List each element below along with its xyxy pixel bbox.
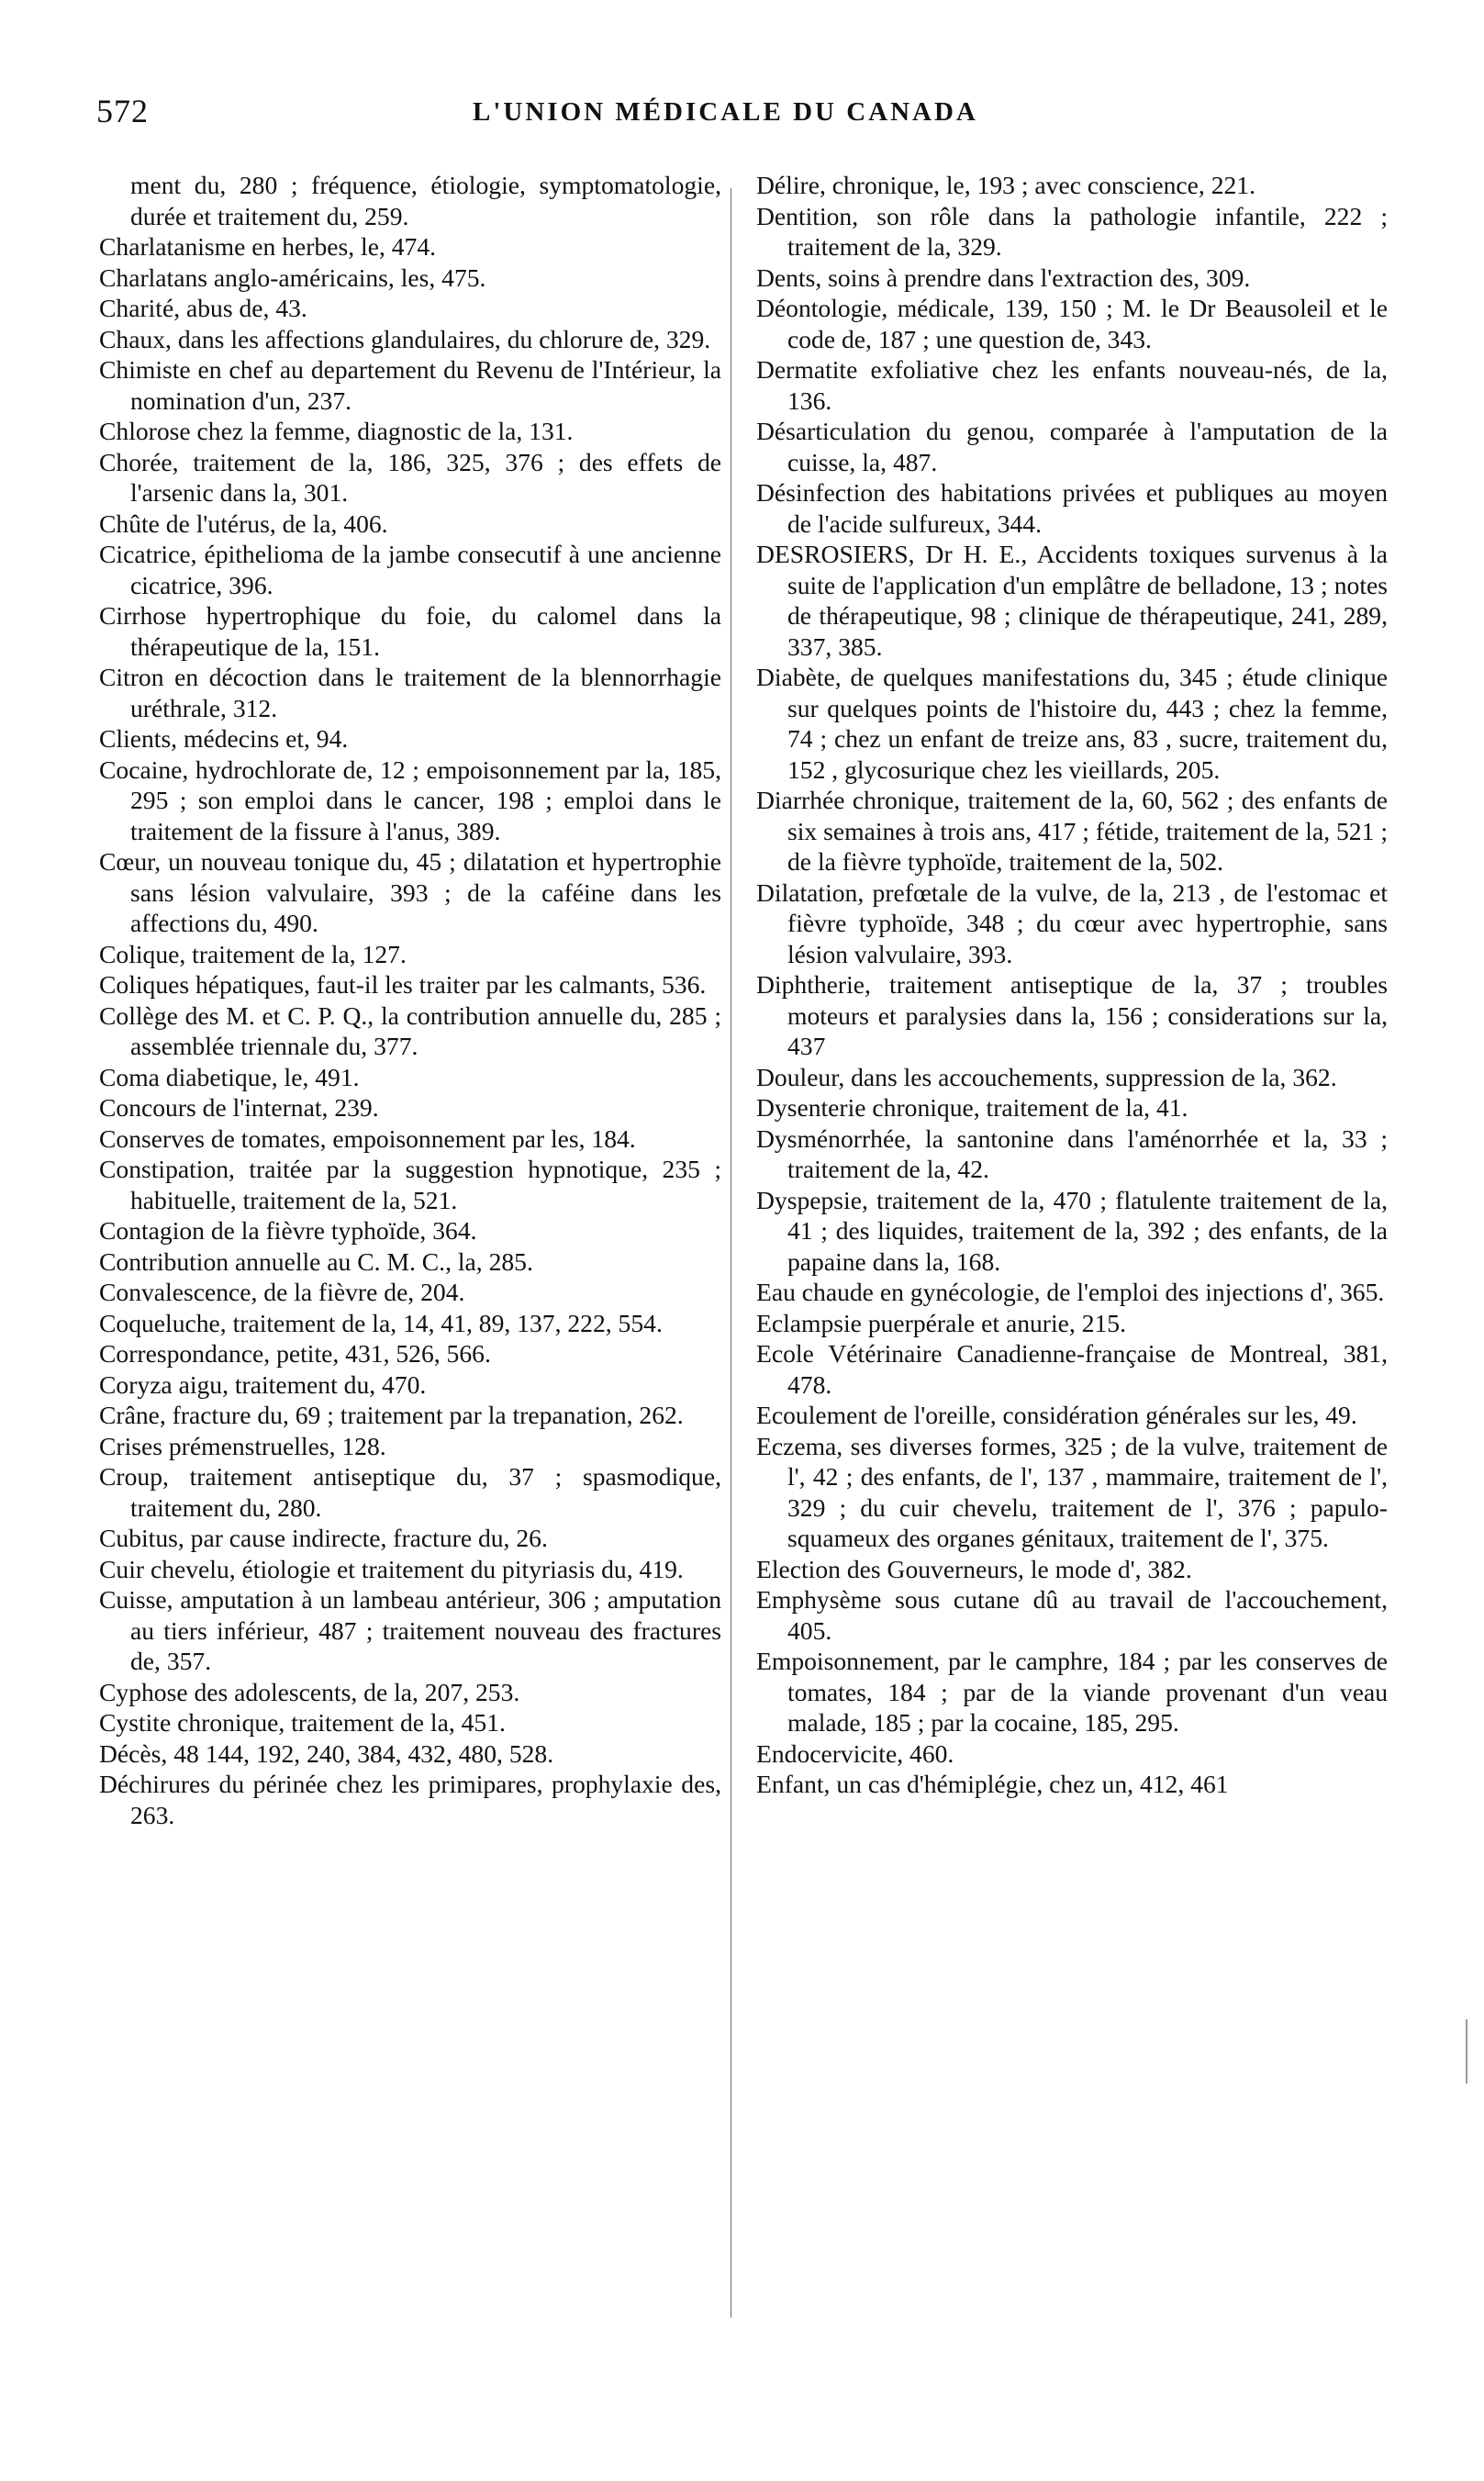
index-entry: Citron en décoction dans le traitement de la blennorrhagie uréthrale, 312. — [99, 663, 721, 722]
index-entry: Contagion de la fièvre typhoïde, 364. — [99, 1216, 477, 1245]
index-entry: Diarrhée chronique, traitement de la, 60, 562 ; des enfants de six semaines à trois ans, 417 ; fétide, traitement de la, 521 ; de la fièvre typhoïde, traitement de la, 502. — [756, 786, 1388, 876]
index-entry: Cuir chevelu, étiologie et traitement du pityriasis du, 419. — [99, 1554, 684, 1583]
index-entry: Cyphose des adolescents, de la, 207, 253. — [99, 1677, 520, 1706]
index-entry: Diphtherie, traitement antiseptique de la, 37 ; troubles moteurs et paralysies dans la, 156 ; considerations sur la, 437 — [756, 970, 1388, 1060]
index-entry: Colique, traitement de la, 127. — [99, 939, 407, 968]
index-column-left — [99, 170, 721, 1830]
page-edge-mark — [1466, 2019, 1467, 2084]
index-entry: Cubitus, par cause indirecte, fracture du, 26. — [99, 1524, 548, 1552]
index-entry: Ecoulement de l'oreille, considération générales sur les, 49. — [756, 1401, 1357, 1429]
index-entry: Enfant, un cas d'hémiplégie, chez un, 412, 461 — [756, 1770, 1229, 1798]
index-entry: Coryza aigu, traitement du, 470. — [99, 1369, 427, 1399]
index-entry: Déchirures du périnée chez les primipares, prophylaxie des, 263. — [99, 1770, 721, 1829]
index-entry: Chaux, dans les affections glandulaires, du chlorure de, 329. — [99, 324, 711, 353]
index-entry: Endocervicite, 460. — [756, 1738, 954, 1768]
index-entry: Désarticulation du genou, comparée à l'amputation de la cuisse, la, 487. — [756, 417, 1388, 476]
index-entry: Convalescence, de la fièvre de, 204. — [99, 1278, 465, 1306]
index-entry: Dysménorrhée, la santonine dans l'aménorrhée et la, 33 ; traitement de la, 42. — [756, 1123, 1388, 1183]
index-entry: Chûte de l'utérus, de la, 406. — [99, 508, 388, 538]
index-entry: Dyspepsie, traitement de la, 470 ; flatulente traitement de la, 41 ; des liquides, traitement de la, 392 ; des enfants, de la papaine dans la, 168. — [756, 1185, 1388, 1276]
index-entry: Dilatation, prefœtale de la vulve, de la, 213 , de l'estomac et fièvre typhoïde, 348 ; du cœur avec hypertrophie, sans lésion valvulaire, 393. — [756, 877, 1388, 968]
index-entry: Décès, 48 144, 192, 240, 384, 432, 480, 528. — [99, 1738, 554, 1768]
index-entry: Coma diabetique, le, 491. — [99, 1062, 360, 1091]
index-entry: Concours de l'internat, 239. — [99, 1093, 379, 1122]
index-entry: Crises prémenstruelles, 128. — [99, 1431, 386, 1460]
index-entry: Dermatite exfoliative chez les enfants nouveau-nés, de la, 136. — [756, 355, 1388, 415]
page-number: 572 — [96, 93, 149, 129]
index-entry: Douleur, dans les accouchements, suppression de la, 362. — [756, 1062, 1337, 1091]
index-entry: Chimiste en chef au departement du Revenu de l'Intérieur, la nomination d'un, 237. — [99, 355, 721, 415]
index-entry: Correspondance, petite, 431, 526, 566. — [99, 1339, 491, 1368]
index-entry: Eau chaude en gynécologie, de l'emploi des injections d', 365. — [756, 1278, 1385, 1306]
index-entry: Délire, chronique, le, 193 ; avec conscience, 221. — [756, 171, 1255, 199]
index-entry: Empoisonnement, par le camphre, 184 ; par les conserves de tomates, 184 ; par de la viande provenant d'un veau malade, 185 ; par la cocaine, 185, 295. — [756, 1647, 1388, 1737]
index-entry: ment du, 280 ; fréquence, étiologie, symptomatologie, durée et traitement du, 259. — [130, 171, 721, 230]
index-entry: Coqueluche, traitement de la, 14, 41, 89, 137, 222, 554. — [99, 1308, 663, 1337]
index-entry: Cystite chronique, traitement de la, 451. — [99, 1708, 506, 1737]
index-entry: Dents, soins à prendre dans l'extraction des, 309. — [756, 263, 1251, 292]
index-entry: Constipation, traitée par la suggestion hypnotique, 235 ; habituelle, traitement de la, 521. — [99, 1155, 721, 1214]
index-entry: Cirrhose hypertrophique du foie, du calomel dans la thérapeutique de la, 151. — [99, 601, 721, 661]
index-entry: Eclampsie puerpérale et anurie, 215. — [756, 1308, 1126, 1337]
index-entry: Charité, abus de, 43. — [99, 294, 307, 322]
index-entry: Charlatans anglo-américains, les, 475. — [99, 263, 486, 292]
index-entry: DESROSIERS, Dr H. E., Accidents toxiques survenus à la suite de l'application d'un emplâtre de belladone, 13 ; notes de thérapeutique, 98 ; clinique de thérapeutique, 241, 289, 337, 385. — [756, 540, 1388, 661]
index-entry: Diabète, de quelques manifestations du, 345 ; étude clinique sur quelques points de l'histoire du, 443 ; chez la femme, 74 ; chez un enfant de treize ans, 83 , sucre, traitement du, 152 , glycosurique chez les vieillards, 205. — [756, 663, 1388, 784]
index-entry: Cœur, un nouveau tonique du, 45 ; dilatation et hypertrophie sans lésion valvulaire, 393 ; de la caféine dans les affections du, 490. — [99, 847, 721, 937]
index-entry: Cuisse, amputation à un lambeau antérieur, 306 ; amputation au tiers inférieur, 487 ; traitement nouveau des fractures de, 357. — [99, 1585, 721, 1675]
index-entry: Crâne, fracture du, 69 ; traitement par la trepanation, 262. — [99, 1401, 684, 1429]
index-entry: Cocaine, hydrochlorate de, 12 ; empoisonnement par la, 185, 295 ; son emploi dans le cancer, 198 ; emploi dans le traitement de la fissure à l'anus, 389. — [99, 754, 721, 845]
running-head: L'UNION MÉDICALE DU CANADA — [473, 97, 978, 127]
index-entry: Cicatrice, épithelioma de la jambe consecutif à une ancienne cicatrice, 396. — [99, 540, 721, 599]
index-entry: Charlatanisme en herbes, le, 474. — [99, 232, 437, 261]
index-entry: Déontologie, médicale, 139, 150 ; M. le Dr Beausoleil et le code de, 187 ; une question de, 343. — [756, 294, 1388, 353]
index-column-right — [756, 170, 1388, 1800]
index-entry: Emphysème sous cutane dû au travail de l'accouchement, 405. — [756, 1585, 1388, 1645]
index-entry: Dysenterie chronique, traitement de la, 41. — [756, 1093, 1188, 1122]
index-entry: Conserves de tomates, empoisonnement par les, 184. — [99, 1123, 636, 1153]
index-entry: Contribution annuelle au C. M. C., la, 285. — [99, 1246, 533, 1276]
index-entry: Clients, médecins et, 94. — [99, 724, 349, 753]
index-entry: Ecole Vétérinaire Canadienne-française de Montreal, 381, 478. — [756, 1339, 1388, 1399]
index-entry: Election des Gouverneurs, le mode d', 382. — [756, 1554, 1192, 1583]
index-entry: Eczema, ses diverses formes, 325 ; de la vulve, traitement de l', 42 ; des enfants, de l', 137 , mammaire, traitement de l', 329 ; du cuir chevelu, traitement de l', 376 ; papulo-squameux des organes génitaux, traitement de l', 375. — [756, 1431, 1388, 1552]
index-entry: Désinfection des habitations privées et publiques au moyen de l'acide sulfureux, 344. — [756, 478, 1388, 538]
index-entry: Chlorose chez la femme, diagnostic de la, 131. — [99, 417, 574, 445]
index-entry: Collège des M. et C. P. Q., la contribution annuelle du, 285 ; assemblée triennale du, 377. — [99, 1000, 721, 1060]
index-entry: Coliques hépatiques, faut-il les traiter par les calmants, 536. — [99, 970, 707, 999]
index-entry: Croup, traitement antiseptique du, 37 ; spasmodique, traitement du, 280. — [99, 1462, 721, 1522]
index-entry: Chorée, traitement de la, 186, 325, 376 ; des effets de l'arsenic dans la, 301. — [99, 447, 721, 507]
index-entry: Dentition, son rôle dans la pathologie infantile, 222 ; traitement de la, 329. — [756, 201, 1388, 261]
